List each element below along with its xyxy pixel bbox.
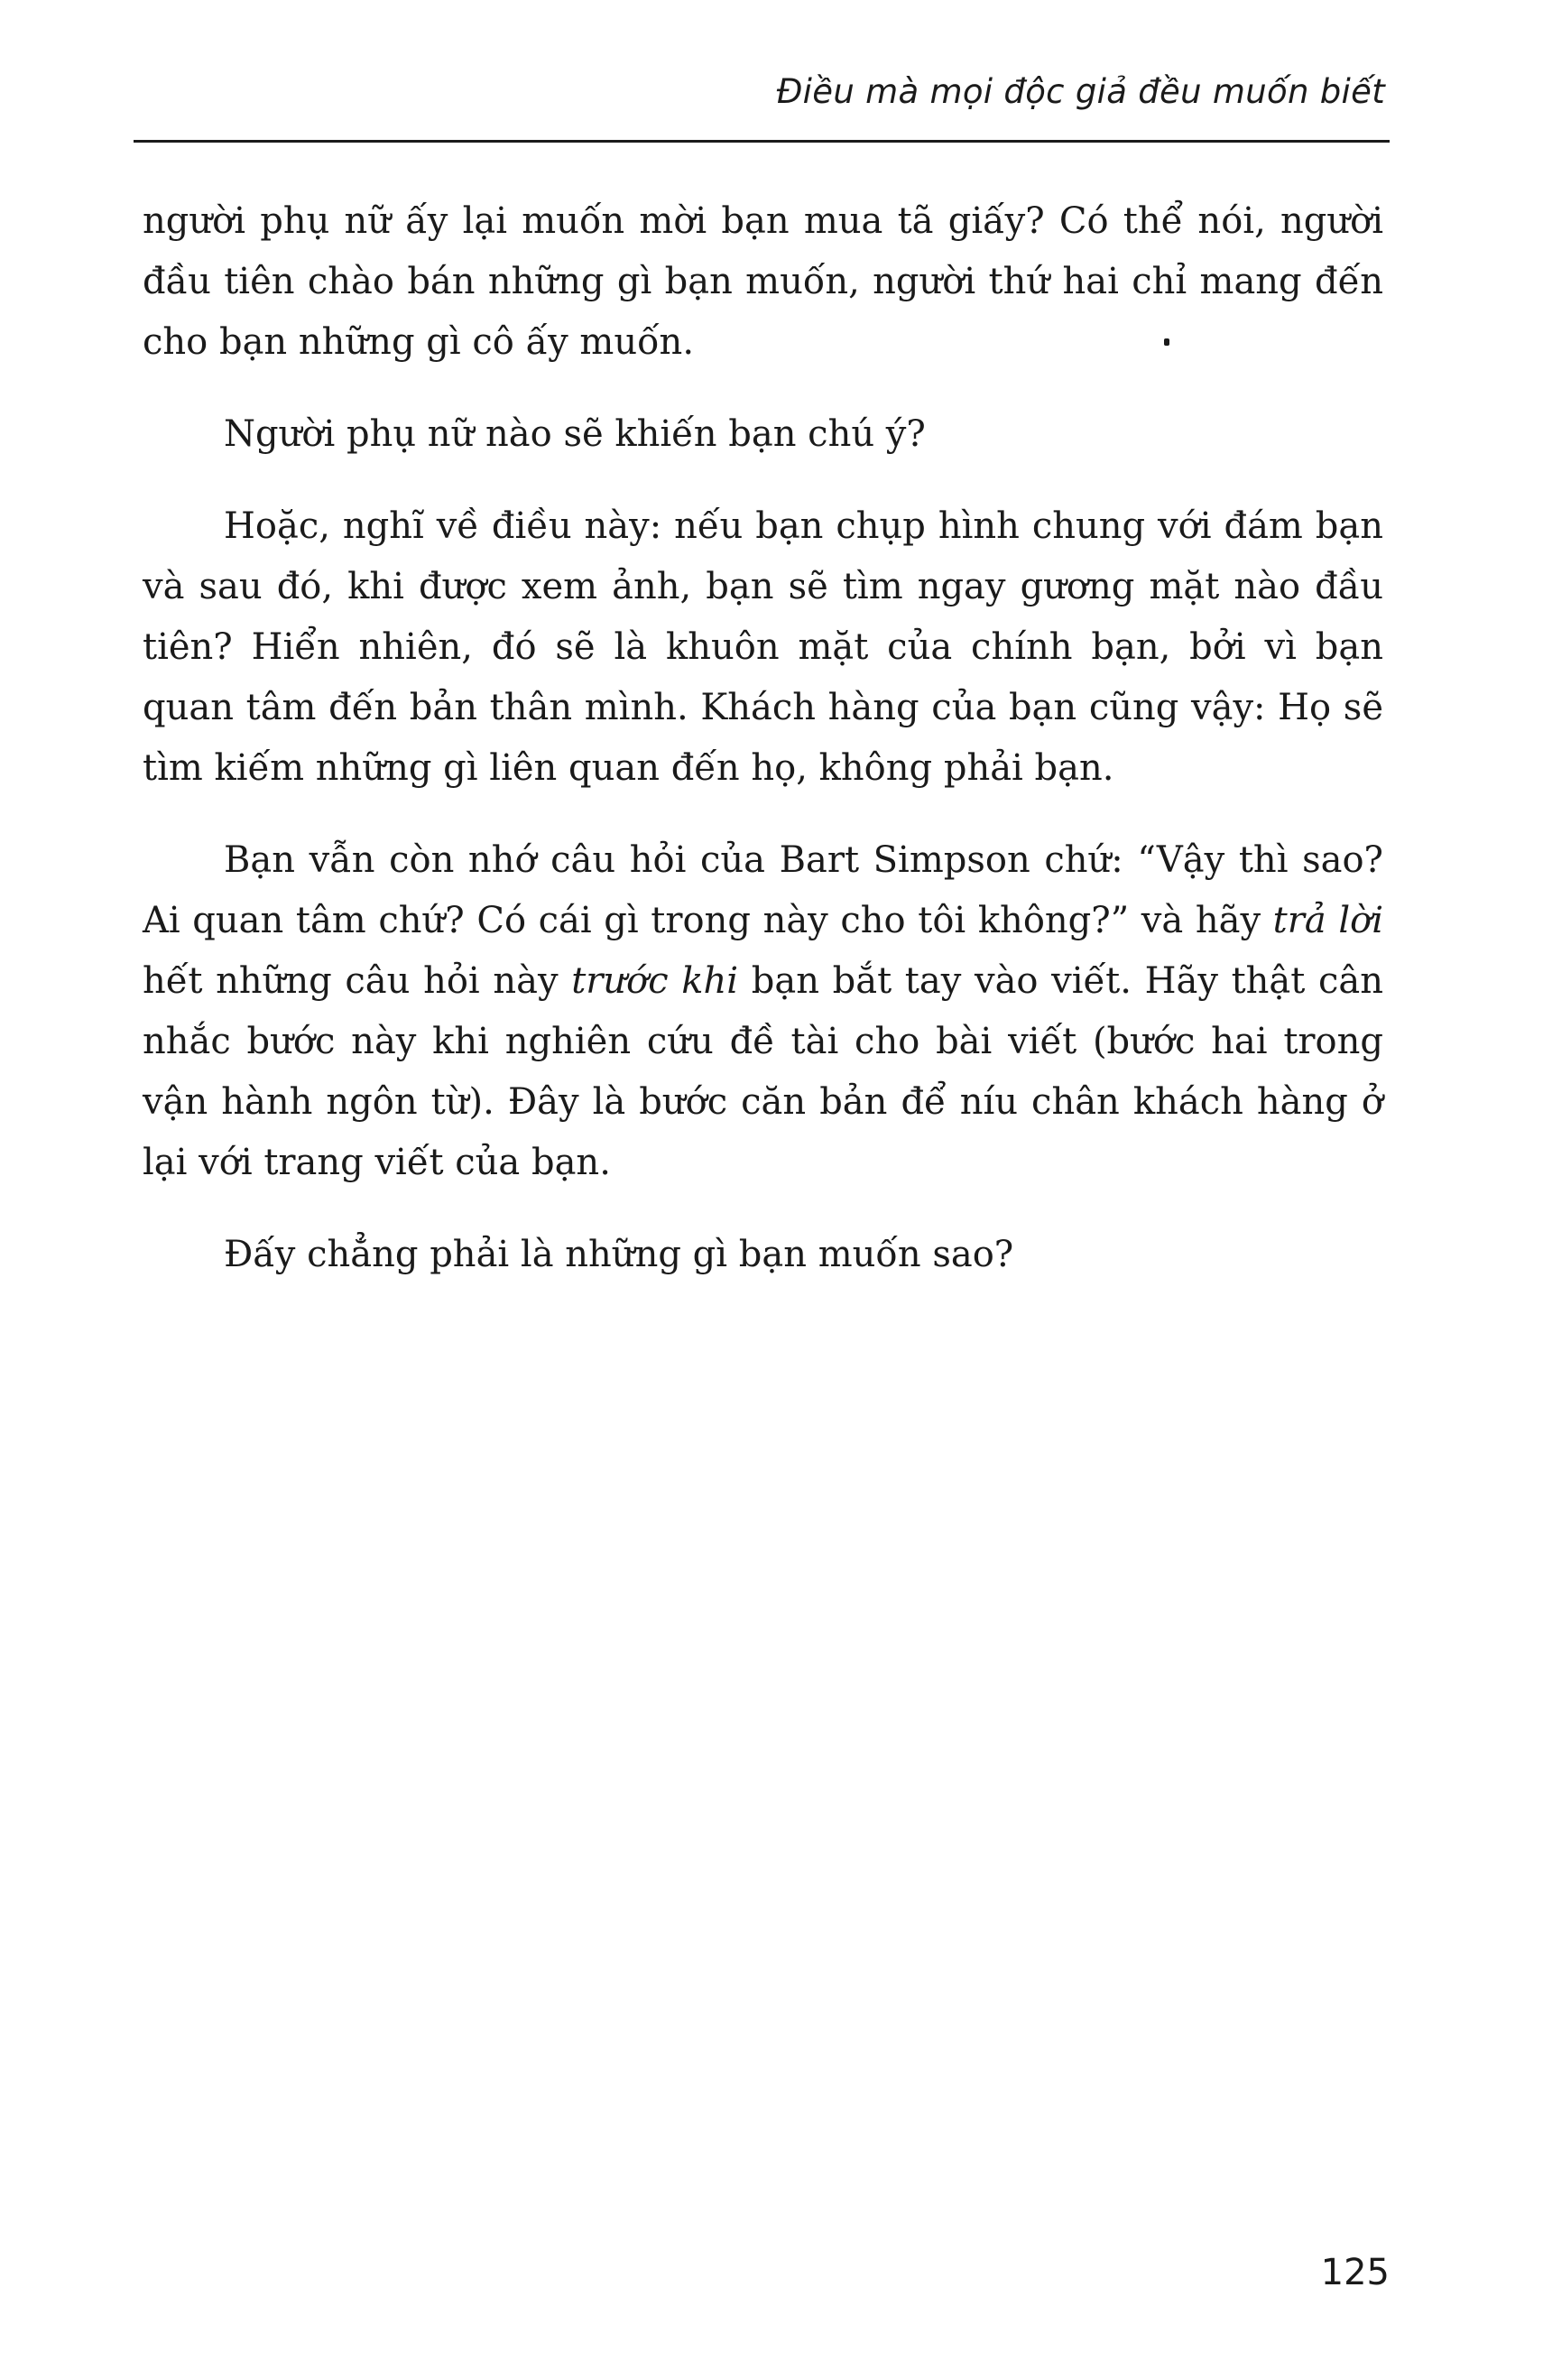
paragraph-5: Đấy chẳng phải là những gì bạn muốn sao? — [224, 1234, 1014, 1275]
paragraph-4-text-1: Bạn vẫn còn nhớ câu hỏi của Bart Simpson chứ: “Vậy thì sao? Ai quan tâm chứ? Có cái gì trong này cho tôi không?” và hãy — [143, 839, 1383, 941]
paragraph-4-text-3: bạn bắt tay vào viết. Hãy thật cân nhắc bước này khi nghiên cứu đề tài cho bài viết (bước hai trong vận hành ngôn từ). Đây là bước căn bản để níu chân khách hàng ở lại với trang viết của bạn. — [143, 960, 1383, 1183]
page-number: 125 — [1320, 2252, 1390, 2293]
paragraph-4-emphasis-2: trước khi — [571, 960, 739, 1002]
paragraph-1: người phụ nữ ấy lại muốn mời bạn mua tã giấy? Có thể nói, người đầu tiên chào bán những gì bạn muốn, người thứ hai chỉ mang đến cho bạn những gì cô ấy muốn. — [143, 200, 1383, 363]
paragraph-3: Hoặc, nghĩ về điều này: nếu bạn chụp hình chung với đám bạn và sau đó, khi được xem ảnh, bạn sẽ tìm ngay gương mặt nào đầu tiên? Hiển nhiên, đó sẽ là khuôn mặt của chính bạn, bởi vì bạn quan tâm đến bản thân mình. Khách hàng của bạn cũng vậy: Họ sẽ tìm kiếm những gì liên quan đến họ, không phải bạn. — [143, 505, 1383, 789]
running-header-title: Điều mà mọi độc giả đều muốn biết — [776, 72, 1385, 111]
paragraph-2: Người phụ nữ nào sẽ khiến bạn chú ý? — [224, 413, 926, 455]
body-text — [143, 191, 1383, 1317]
paragraph-4-text-2: hết những câu hỏi này — [143, 960, 572, 1002]
paragraph-4 — [143, 830, 1383, 1193]
header-rule — [134, 140, 1390, 143]
paragraph-4-emphasis-1: trả lời — [1272, 900, 1383, 941]
